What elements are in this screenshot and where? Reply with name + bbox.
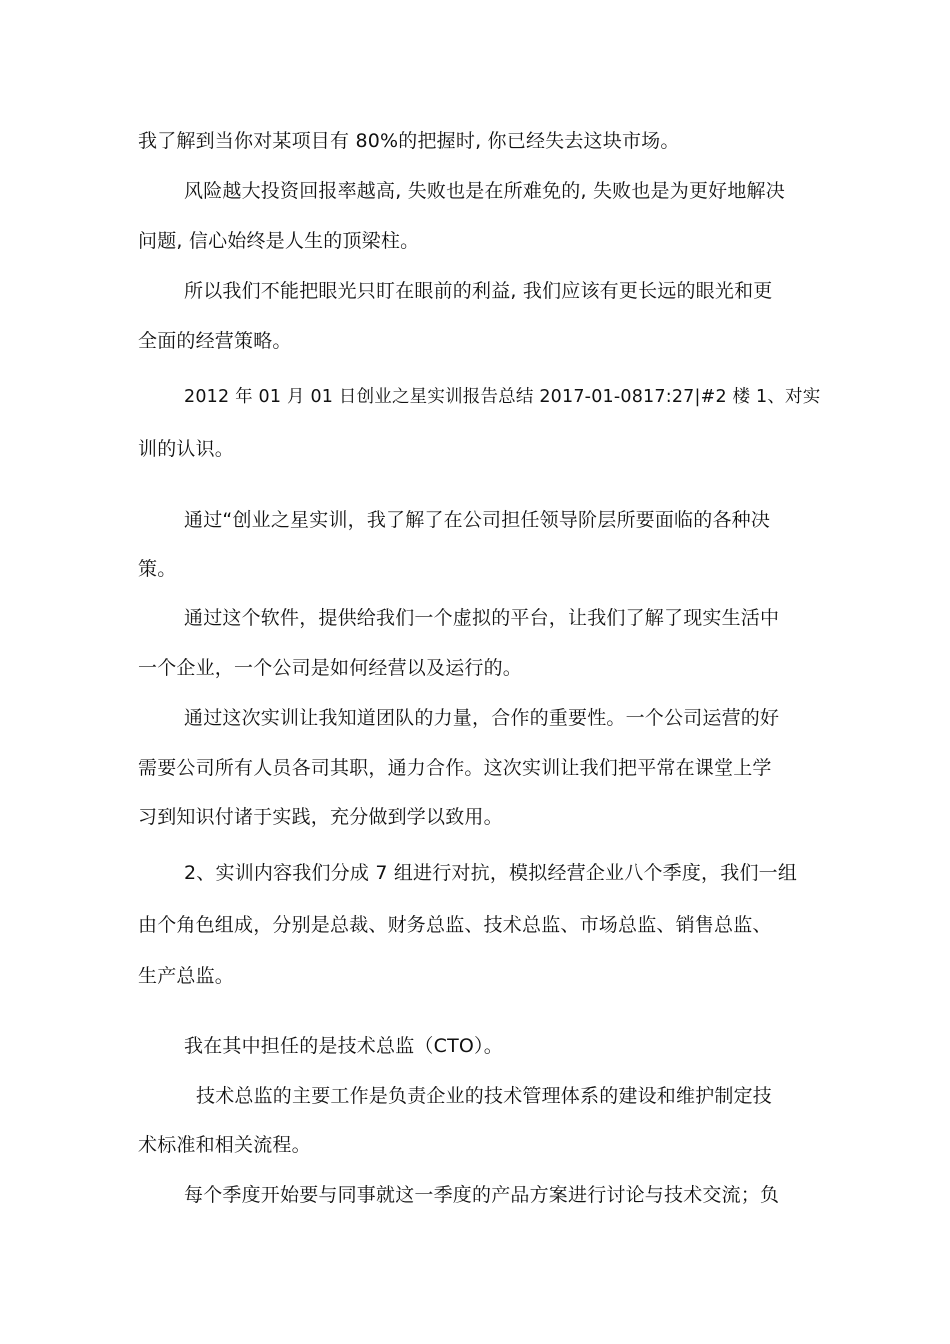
text-line: 一个企业，一个公司是如何经营以及运行的。 — [138, 657, 523, 679]
text-line: 技术总监的主要工作是负责企业的技术管理体系的建设和维护制定技 — [196, 1085, 773, 1107]
text-line: 2012 年 01 月 01 日创业之星实训报告总结 2017-01-0817:27|#2 楼 1、对实 — [184, 387, 821, 407]
text-line: 通过“创业之星实训，我了解了在公司担任领导阶层所要面临的各种决 — [184, 509, 771, 531]
text-line: 风险越大投资回报率越高, 失败也是在所难免的, 失败也是为更好地解决 — [184, 180, 785, 202]
text-line: 术标准和相关流程。 — [138, 1134, 311, 1156]
text-line: 全面的经营策略。 — [138, 330, 292, 352]
text-line: 每个季度开始要与同事就这一季度的产品方案进行讨论与技术交流；负 — [184, 1184, 780, 1206]
text-line: 训的认识。 — [138, 438, 235, 460]
text-line: 习到知识付诸于实践，充分做到学以致用。 — [138, 806, 503, 828]
text-line: 我了解到当你对某项目有 80%的把握时, 你已经失去这块市场。 — [138, 130, 680, 152]
text-line: 所以我们不能把眼光只盯在眼前的利益, 我们应该有更长远的眼光和更 — [184, 280, 773, 302]
text-line: 通过这次实训让我知道团队的力量，合作的重要性。一个公司运营的好 — [184, 707, 780, 729]
text-line: 由个角色组成，分别是总裁、财务总监、技术总监、市场总监、销售总监、 — [138, 914, 772, 936]
text-line: 我在其中担任的是技术总监（CTO）。 — [184, 1035, 503, 1057]
text-line: 生产总监。 — [138, 965, 235, 987]
text-line: 2、实训内容我们分成 7 组进行对抗，模拟经营企业八个季度，我们一组 — [184, 862, 798, 884]
text-line: 问题, 信心始终是人生的顶梁柱。 — [138, 230, 420, 252]
text-line: 策。 — [138, 558, 177, 580]
text-line: 需要公司所有人员各司其职，通力合作。这次实训让我们把平常在课堂上学 — [138, 757, 772, 779]
text-line: 通过这个软件，提供给我们一个虚拟的平台，让我们了解了现实生活中 — [184, 607, 780, 629]
